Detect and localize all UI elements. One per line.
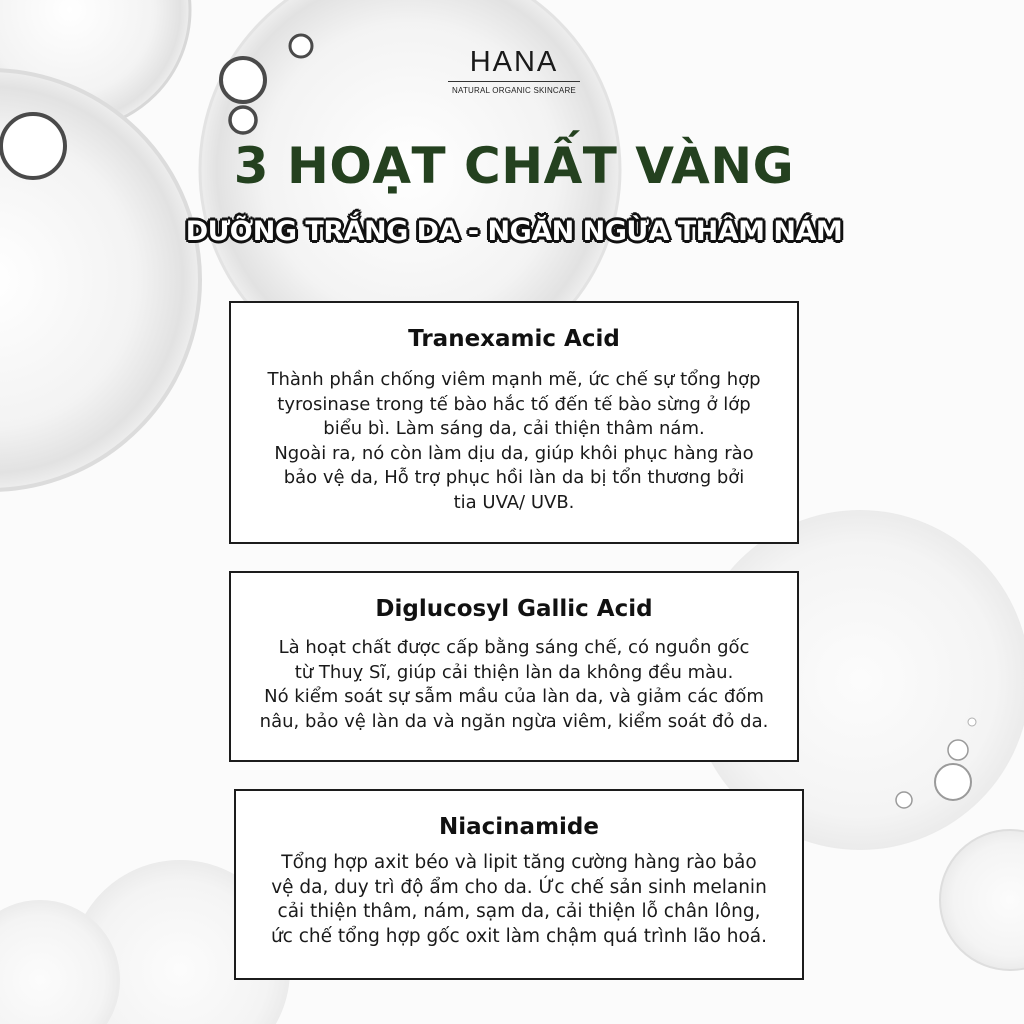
card-description <box>231 368 797 515</box>
brand-tagline: NATURAL ORGANIC SKINCARE <box>452 86 576 95</box>
description-line: Nó kiểm soát sự sẫm mầu của làn da, và giảm các đốm <box>264 686 764 707</box>
description-line: từ Thuỵ Sĩ, giúp cải thiện làn da không đều màu. <box>294 661 734 683</box>
card-title: Diglucosyl Gallic Acid <box>375 596 653 622</box>
page-title: 3 HOẠT CHẤT VÀNG <box>233 137 795 195</box>
card-description <box>236 851 802 949</box>
brand-divider <box>448 81 580 82</box>
ingredient-card-tranexamic-acid <box>229 301 799 544</box>
brand-name: HANA <box>469 46 559 78</box>
description-line: tyrosinase trong tế bào hắc tố đến tế bào sừng ở lớp <box>277 393 751 415</box>
page-subtitle: DƯỠNG TRẮNG DA - NGĂN NGỪA THÂM NÁM <box>185 216 843 247</box>
card-title: Niacinamide <box>439 814 599 840</box>
ingredient-card-diglucosyl-gallic-acid <box>229 571 799 762</box>
brand-logo <box>440 46 588 95</box>
description-line: cải thiện thâm, nám, sạm da, cải thiện lỗ chân lông, <box>277 901 761 922</box>
card-description <box>231 636 797 734</box>
description-line: Là hoạt chất được cấp bằng sáng chế, có nguồn gốc <box>278 637 750 658</box>
description-line: vệ da, duy trì độ ẩm cho da. Ức chế sản sinh melanin <box>271 876 767 898</box>
description-line: Thành phần chống viêm mạnh mẽ, ức chế sự tổng hợp <box>267 369 761 390</box>
description-line: biểu bì. Làm sáng da, cải thiện thâm nám. <box>323 418 705 439</box>
description-line: tia UVA/ UVB. <box>453 491 575 513</box>
description-line: nâu, bảo vệ làn da và ngăn ngừa viêm, kiểm soát đỏ da. <box>259 710 769 732</box>
description-line: Ngoài ra, nó còn làm dịu da, giúp khôi phục hàng rào <box>274 442 754 464</box>
description-line: Tổng hợp axit béo và lipit tăng cường hàng rào bảo <box>281 852 757 873</box>
ingredient-card-niacinamide <box>234 789 804 980</box>
description-line: ức chế tổng hợp gốc oxit làm chậm quá trình lão hoá. <box>270 925 768 947</box>
card-title: Tranexamic Acid <box>408 326 620 352</box>
description-line: bảo vệ da, Hỗ trợ phục hồi làn da bị tổn thương bởi <box>283 467 745 488</box>
